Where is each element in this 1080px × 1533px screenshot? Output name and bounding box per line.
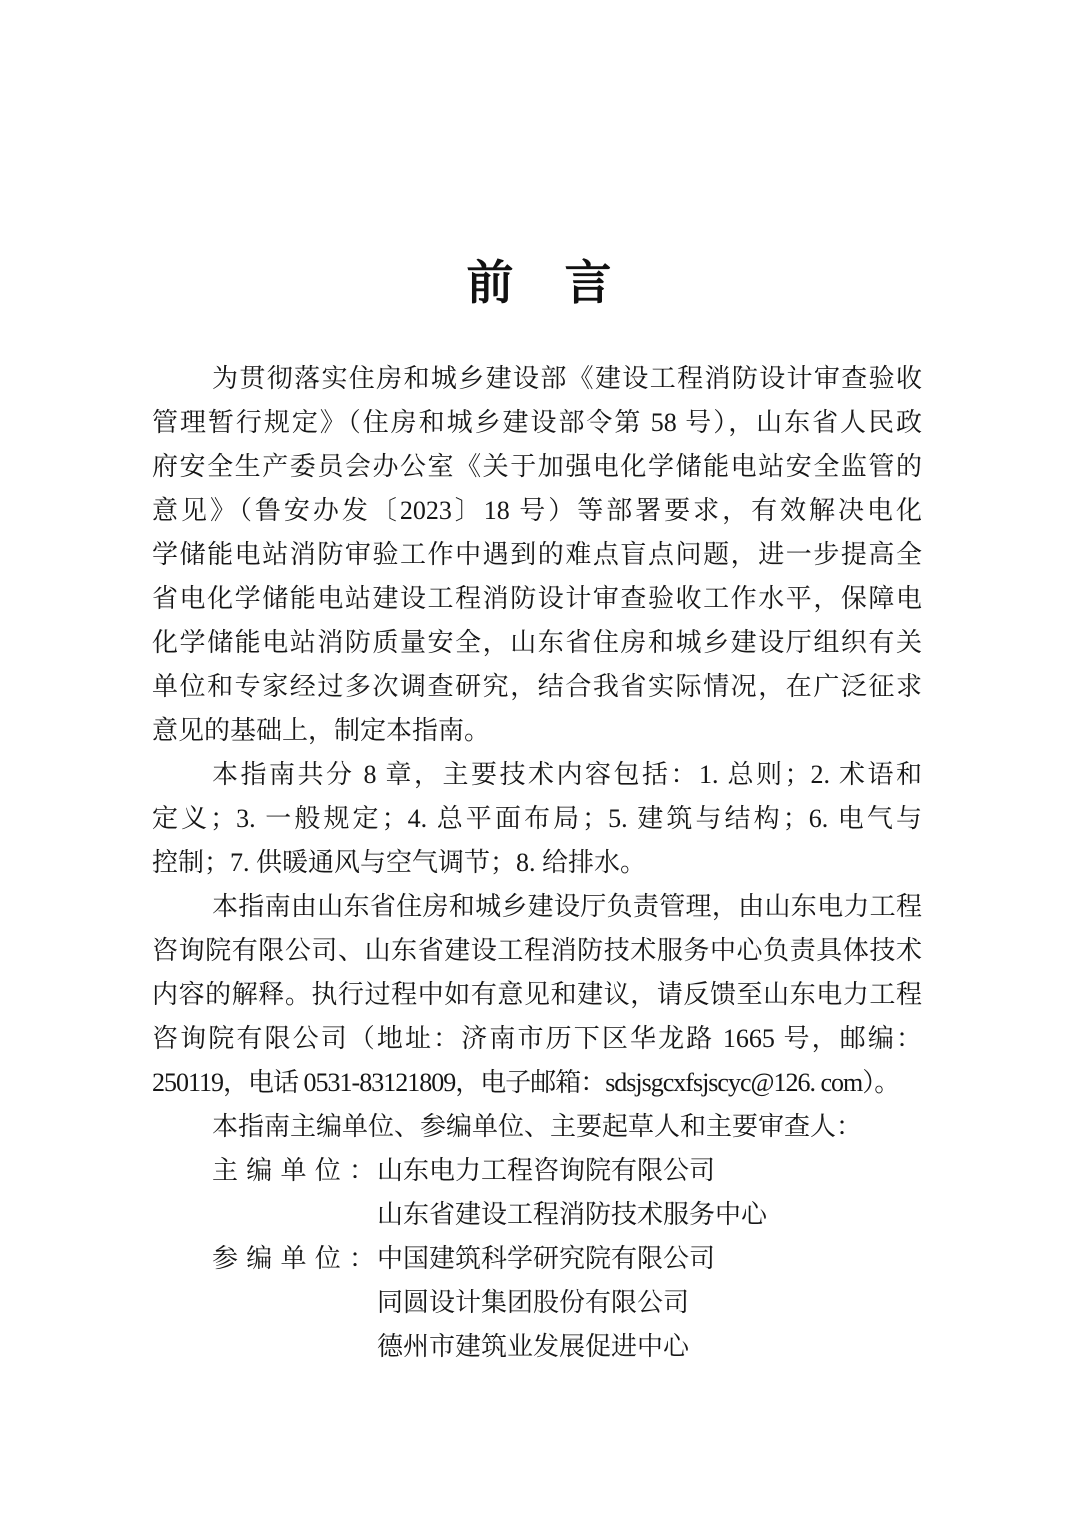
document-body [152, 357, 922, 1369]
paragraph-2-line-2: 定义；3. 一般规定；4. 总平面布局；5. 建筑与结构；6. 电气与 [152, 804, 922, 833]
credit-label-spacer [212, 1325, 375, 1369]
paragraph-1-line-9: 意见的基础上，制定本指南。 [152, 716, 491, 745]
credit-row [152, 1325, 922, 1369]
credit-row [152, 1149, 922, 1193]
paragraph-1-line-3: 府安全生产委员会办公室《关于加强电化学储能电站安全监管的 [152, 452, 922, 481]
credit-row [152, 1193, 922, 1237]
credit-row [152, 1281, 922, 1325]
credit-group-2 [152, 1237, 922, 1369]
credit-row [152, 1237, 922, 1281]
credit-label-spacer [212, 1193, 375, 1237]
credit-organization: 山东电力工程咨询院有限公司 [377, 1156, 716, 1185]
page-title: 前 言 [466, 258, 614, 310]
paragraph-3-line-1: 本指南由山东省住房和城乡建设厅负责管理，由山东电力工程 [212, 892, 922, 921]
credit-organization: 同圆设计集团股份有限公司 [377, 1288, 690, 1317]
credit-group-1 [152, 1149, 922, 1237]
paragraph-1-line-7: 化学储能电站消防质量安全，山东省住房和城乡建设厅组织有关 [152, 628, 922, 657]
paragraph-3-line-3: 内容的解释。执行过程中如有意见和建议，请反馈至山东电力工程 [152, 980, 922, 1009]
paragraph-3-line-4: 咨询院有限公司（地址：济南市历下区华龙路 1665 号，邮编： [152, 1024, 922, 1053]
preface-paragraph-2 [152, 753, 922, 885]
paragraph-4-line-1: 本指南主编单位、参编单位、主要起草人和主要审查人： [212, 1112, 863, 1141]
paragraph-1-line-6: 省电化学储能电站建设工程消防设计审查验收工作水平，保障电 [152, 584, 922, 613]
credit-organization: 德州市建筑业发展促进中心 [377, 1332, 690, 1361]
preface-paragraph-1 [152, 357, 922, 753]
credit-organization: 山东省建设工程消防技术服务中心 [377, 1200, 768, 1229]
credit-label-spacer [212, 1281, 375, 1325]
paragraph-1-line-4: 意见》（鲁安办发〔2023〕18 号）等部署要求，有效解决电化 [152, 496, 922, 525]
paragraph-2-line-1: 本指南共分 8 章，主要技术内容包括：1. 总则；2. 术语和 [212, 760, 922, 789]
paragraph-1-line-8: 单位和专家经过多次调查研究，结合我省实际情况，在广泛征求 [152, 672, 922, 701]
preface-paragraph-3 [152, 885, 922, 1105]
credit-organization: 中国建筑科学研究院有限公司 [377, 1244, 716, 1273]
credit-label: 主编单位： [212, 1156, 375, 1185]
preface-paragraph-4 [152, 1105, 922, 1149]
paragraph-3-line-2: 咨询院有限公司、山东省建设工程消防技术服务中心负责具体技术 [152, 936, 922, 965]
paragraph-1-line-5: 学储能电站消防审验工作中遇到的难点盲点问题，进一步提高全 [152, 540, 922, 569]
paragraph-2-line-3: 控制；7. 供暖通风与空气调节；8. 给排水。 [152, 848, 647, 877]
credit-label: 参编单位： [212, 1244, 375, 1273]
paragraph-1-line-1: 为贯彻落实住房和城乡建设部《建设工程消防设计审查验收 [212, 364, 922, 393]
paragraph-3-line-5: 250119，电话 0531-83121809，电子邮箱：sdsjsgcxfsjscyc@126. com）。 [152, 1068, 900, 1097]
paragraph-1-line-2: 管理暂行规定》（住房和城乡建设部令第 58 号），山东省人民政 [152, 408, 922, 437]
